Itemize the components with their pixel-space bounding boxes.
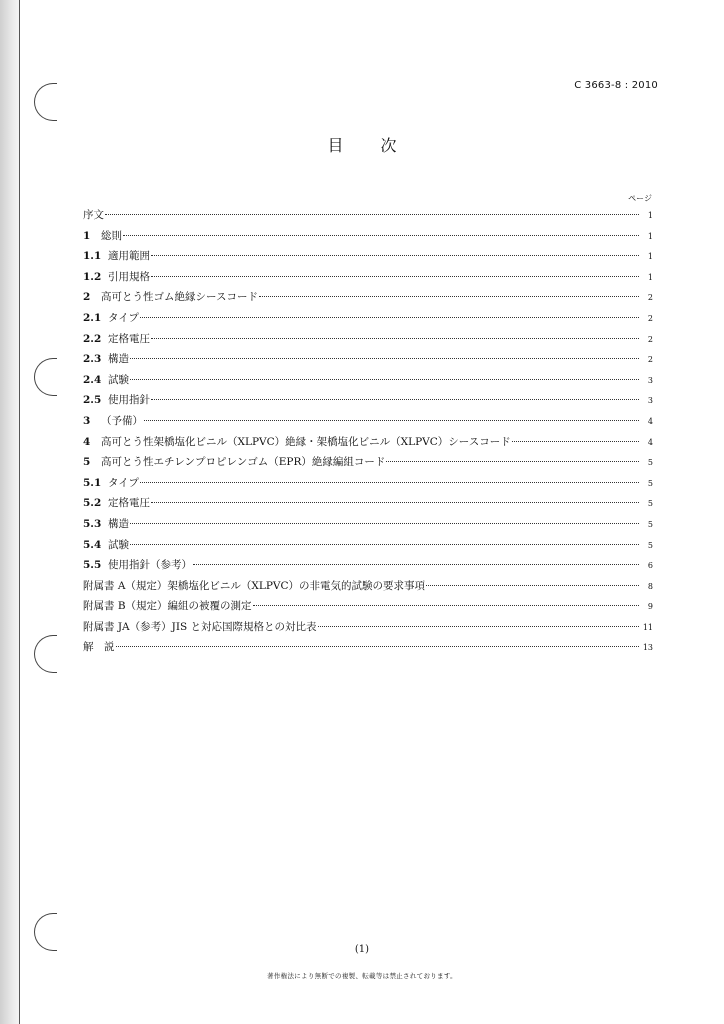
toc-entry-number: 2.5 <box>83 394 102 407</box>
document-code: C 3663-8 : 2010 <box>574 80 658 91</box>
toc-entry-title: 総則 <box>101 229 122 242</box>
toc-entry-page: 2 <box>647 293 653 303</box>
table-of-contents <box>83 207 653 660</box>
toc-entry-number: 1 <box>83 229 91 242</box>
toc-entry[interactable] <box>83 516 653 537</box>
toc-leader-dots <box>130 523 639 524</box>
toc-leader-dots <box>151 276 639 277</box>
toc-entry[interactable] <box>83 557 653 578</box>
toc-entry-title: 定格電圧 <box>108 497 150 510</box>
toc-leader-dots <box>512 441 639 442</box>
toc-entry[interactable] <box>83 372 653 393</box>
toc-leader-dots <box>151 255 639 256</box>
toc-leader-dots <box>426 585 639 586</box>
toc-entry-page: 8 <box>647 581 653 591</box>
page-column-label: ページ <box>628 194 652 203</box>
toc-entry-title: 構造 <box>108 353 129 366</box>
toc-entry[interactable] <box>83 475 653 496</box>
toc-entry[interactable] <box>83 248 653 269</box>
punch-hole-mark <box>34 83 57 121</box>
toc-entry[interactable] <box>83 598 653 619</box>
toc-entry-page: 1 <box>647 231 653 241</box>
page-title: 目 次 <box>327 136 413 155</box>
toc-leader-dots <box>144 420 639 421</box>
toc-entry[interactable] <box>83 269 653 290</box>
toc-entry-number: 3 <box>83 414 91 427</box>
toc-entry-page: 2 <box>647 334 653 344</box>
toc-entry-page: 3 <box>647 396 653 406</box>
toc-entry-title: タイプ <box>108 476 139 489</box>
toc-entry-page: 5 <box>647 499 653 509</box>
toc-leader-dots <box>105 214 639 215</box>
toc-leader-dots <box>259 296 639 297</box>
toc-entry-number: 4 <box>83 435 91 448</box>
toc-entry[interactable] <box>83 495 653 516</box>
toc-entry-number: 5 <box>83 456 91 469</box>
toc-leader-dots <box>130 358 639 359</box>
toc-entry-title: 高可とう性ゴム絶縁シースコード <box>101 291 258 304</box>
toc-entry-number: 5.3 <box>83 517 102 530</box>
toc-entry-page: 5 <box>647 478 653 488</box>
footer-page-number: (1) <box>354 944 370 955</box>
toc-entry-title: 附属書 JA（参考）JIS と対応国際規格との対比表 <box>83 620 317 633</box>
toc-entry-page: 1 <box>647 211 653 220</box>
toc-entry-title: 解 説 <box>83 641 115 654</box>
toc-entry-title: 附属書 B（規定）編組の被覆の測定 <box>83 600 252 613</box>
toc-entry-page: 3 <box>647 375 653 385</box>
toc-entry-number: 2 <box>83 291 91 304</box>
toc-entry[interactable] <box>83 331 653 352</box>
toc-entry-page: 6 <box>647 561 653 571</box>
toc-entry-title: 構造 <box>108 517 129 530</box>
toc-entry-number: 2.4 <box>83 373 102 386</box>
toc-entry-page: 9 <box>647 602 653 612</box>
toc-leader-dots <box>130 544 639 545</box>
toc-entry-page: 5 <box>647 458 653 468</box>
toc-leader-dots <box>386 461 639 462</box>
toc-entry-title: 試験 <box>108 538 129 551</box>
toc-entry[interactable] <box>83 537 653 558</box>
toc-entry-number: 5.1 <box>83 476 102 489</box>
toc-entry-title: （予備） <box>101 414 143 427</box>
toc-leader-dots <box>151 502 639 503</box>
toc-entry[interactable] <box>83 351 653 372</box>
toc-leader-dots <box>140 482 639 483</box>
toc-leader-dots <box>130 379 639 380</box>
toc-entry-page: 5 <box>647 519 653 529</box>
toc-entry-title: 試験 <box>108 373 129 386</box>
toc-entry-page: 1 <box>647 272 653 282</box>
toc-entry-title: 高可とう性エチレンプロピレンゴム（EPR）絶縁編組コード <box>101 456 386 469</box>
toc-entry[interactable] <box>83 207 653 228</box>
toc-leader-dots <box>123 235 639 236</box>
punch-hole-mark <box>34 358 57 396</box>
toc-entry-title: 適用範囲 <box>108 250 150 263</box>
toc-entry-number: 1.1 <box>83 250 102 263</box>
toc-entry-page: 2 <box>647 355 653 365</box>
toc-entry-number: 5.5 <box>83 559 102 572</box>
toc-entry-number: 5.2 <box>83 497 102 510</box>
toc-entry-title: 使用指針（参考） <box>108 559 192 572</box>
toc-entry[interactable] <box>83 454 653 475</box>
toc-entry[interactable] <box>83 578 653 599</box>
toc-entry[interactable] <box>83 434 653 455</box>
toc-entry[interactable] <box>83 289 653 310</box>
toc-entry-title: 引用規格 <box>108 270 150 283</box>
toc-entry-page: 13 <box>642 643 653 653</box>
toc-entry-number: 5.4 <box>83 538 102 551</box>
toc-leader-dots <box>253 605 639 606</box>
toc-entry-number: 1.2 <box>83 270 102 283</box>
toc-entry[interactable] <box>83 619 653 640</box>
toc-entry-number: 2.3 <box>83 353 102 366</box>
toc-entry-page: 11 <box>642 622 653 632</box>
toc-leader-dots <box>116 646 640 647</box>
toc-entry-title: 高可とう性架橋塩化ビニル（XLPVC）絶縁・架橋塩化ビニル（XLPVC）シースコード <box>101 435 511 448</box>
toc-leader-dots <box>140 317 639 318</box>
toc-entry-page: 2 <box>647 313 653 323</box>
toc-entry-page: 5 <box>647 540 653 550</box>
punch-hole-mark <box>34 635 57 673</box>
toc-entry[interactable] <box>83 413 653 434</box>
toc-entry[interactable] <box>83 392 653 413</box>
toc-entry-title: 序文 <box>83 209 104 221</box>
toc-entry-title: 使用指針 <box>108 394 150 407</box>
toc-entry[interactable] <box>83 310 653 331</box>
toc-entry-page: 1 <box>647 252 653 262</box>
toc-leader-dots <box>318 626 639 627</box>
toc-entry-page: 4 <box>647 437 653 447</box>
copyright-notice: 著作権法により無断での複製、転載等は禁止されております。 <box>267 972 457 980</box>
toc-entry-number: 2.1 <box>83 311 102 324</box>
toc-entry-title: 附属書 A（規定）架橋塩化ビニル（XLPVC）の非電気的試験の要求事項 <box>83 579 426 592</box>
toc-entry[interactable] <box>83 639 653 660</box>
toc-leader-dots <box>151 338 639 339</box>
toc-entry-title: 定格電圧 <box>108 332 150 345</box>
toc-leader-dots <box>151 399 639 400</box>
toc-entry-title: タイプ <box>108 311 139 324</box>
toc-entry-page: 4 <box>647 416 653 426</box>
toc-entry[interactable] <box>83 228 653 249</box>
toc-entry-number: 2.2 <box>83 332 102 345</box>
toc-leader-dots <box>193 564 639 565</box>
